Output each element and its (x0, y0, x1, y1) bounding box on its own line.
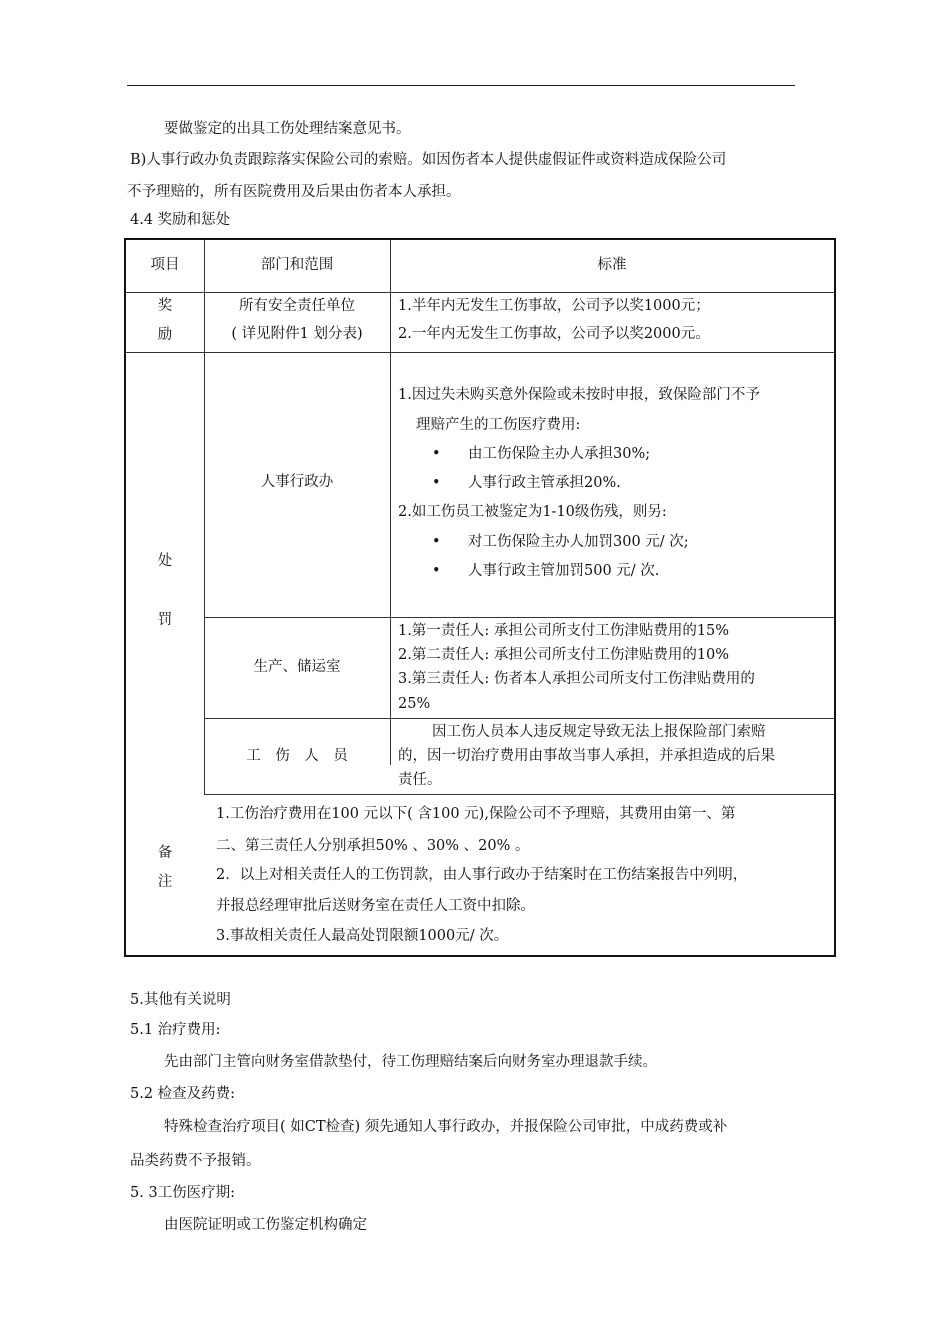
worker-line-2: 的，因一切治疗费用由事故当事人承担，并承担造成的后果 (398, 748, 775, 764)
section-5-1-body: 先由部门主管向财务室借款垫付，待工伤理赔结案后向财务室办理退款手续。 (164, 1054, 657, 1070)
section-title-4-4: 4.4 奖励和惩处 (130, 212, 231, 228)
reward-dept-2: ( 详见附件1 划分表) (231, 326, 363, 342)
col-divider-2 (390, 240, 391, 765)
remarks-label-1: 备 (157, 845, 173, 861)
hr-bullet-4: 人事行政主管加罚500 元/ 次. (468, 563, 660, 579)
header-rule (127, 85, 795, 86)
prod-line-4: 25% (398, 696, 431, 712)
prod-line-3: 3.第三责任人: 伤者本人承担公司所支付工伤津贴费用的 (398, 671, 755, 687)
row-divider-hr (204, 617, 834, 618)
hr-bullet-2: 人事行政主管承担20%. (468, 475, 621, 491)
section-5-title: 5.其他有关说明 (130, 992, 231, 1008)
reward-std-1: 1.半年内无发生工伤事故，公司予以奖1000元； (398, 298, 710, 314)
rewards-penalties-table (124, 238, 836, 957)
section-5-3-body: 由医院证明或工伤鉴定机构确定 (164, 1217, 367, 1233)
section-5-3-title: 5. 3工伤医疗期: (130, 1185, 236, 1201)
remarks-line-2: 二、第三责任人分别承担50% 、30% 、20% 。 (216, 838, 530, 854)
row-divider-prod (204, 718, 834, 719)
remarks-line-5: 3.事故相关责任人最高处罚限额1000元/ 次。 (216, 928, 509, 944)
intro-line-2: B)人事行政办负责跟踪落实保险公司的索赔。如因伤者本人提供虚假证件或资料造成保险公司 (130, 152, 727, 168)
section-5-2-title: 5.2 检查及药费: (130, 1086, 236, 1102)
hr-bullet-3: 对工伤保险主办人加罚300 元/ 次; (468, 534, 689, 550)
reward-dept-1: 所有安全责任单位 (239, 298, 355, 314)
intro-line-3: 不予理赔的，所有医院费用及后果由伤者本人承担。 (127, 184, 461, 200)
prod-dept: 生产、储运室 (253, 659, 341, 675)
header-standard: 标准 (597, 257, 627, 273)
section-5-1-title: 5.1 治疗费用: (130, 1022, 221, 1038)
reward-std-2: 2.一年内无发生工伤事故，公司予以奖2000元。 (398, 326, 710, 342)
row-divider-worker (204, 794, 834, 795)
row-divider-reward (126, 352, 834, 353)
worker-line-3: 责任。 (398, 772, 442, 788)
bullet-icon: • (432, 475, 441, 491)
section-5-2-body-2: 品类药费不予报销。 (130, 1153, 261, 1169)
prod-line-2: 2.第二责任人: 承担公司所支付工伤津贴费用的10% (398, 647, 730, 663)
section-5-2-body-1: 特殊检查治疗项目( 如CT检查) 须先通知人事行政办，并报保险公司审批，中成药费或补 (164, 1119, 728, 1135)
bullet-icon: • (432, 534, 441, 550)
remarks-line-1: 1.工伤治疗费用在100 元以下( 含100 元),保险公司不予理赔，其费用由第一、第 (216, 806, 736, 822)
punish-label-2: 罚 (157, 612, 173, 628)
remarks-line-4: 并报总经理审批后送财务室在责任人工资中扣除。 (216, 898, 535, 914)
header-dept: 部门和范围 (260, 257, 334, 273)
hr-dept: 人事行政办 (260, 474, 334, 490)
hr-line-3: 2.如工伤员工被鉴定为1-10级伤残，则另: (398, 504, 667, 520)
remarks-label-2: 注 (157, 874, 173, 890)
worker-line-1: 因工伤人员本人违反规定导致无法上报保险部门索赔 (432, 724, 766, 740)
row-divider-header (126, 292, 834, 293)
header-item: 项目 (150, 257, 180, 273)
intro-line-1: 要做鉴定的出具工伤处理结案意见书。 (164, 121, 411, 137)
hr-bullet-1: 由工伤保险主办人承担30%; (468, 446, 651, 462)
hr-line-2: 理赔产生的工伤医疗费用: (416, 417, 581, 433)
hr-line-1: 1.因过失未购买意外保险或未按时申报，致保险部门不予 (398, 387, 760, 403)
bullet-icon: • (432, 563, 441, 579)
bullet-icon: • (432, 446, 441, 462)
worker-dept: 工 伤 人 员 (246, 748, 348, 764)
prod-line-1: 1.第一责任人: 承担公司所支付工伤津贴费用的15% (398, 623, 730, 639)
punish-label-1: 处 (157, 553, 173, 569)
reward-label-1: 奖 (157, 298, 173, 314)
reward-label-2: 励 (157, 327, 173, 343)
remarks-line-3: 2．以上对相关责任人的工伤罚款，由人事行政办于结案时在工伤结案报告中列明， (216, 867, 748, 883)
